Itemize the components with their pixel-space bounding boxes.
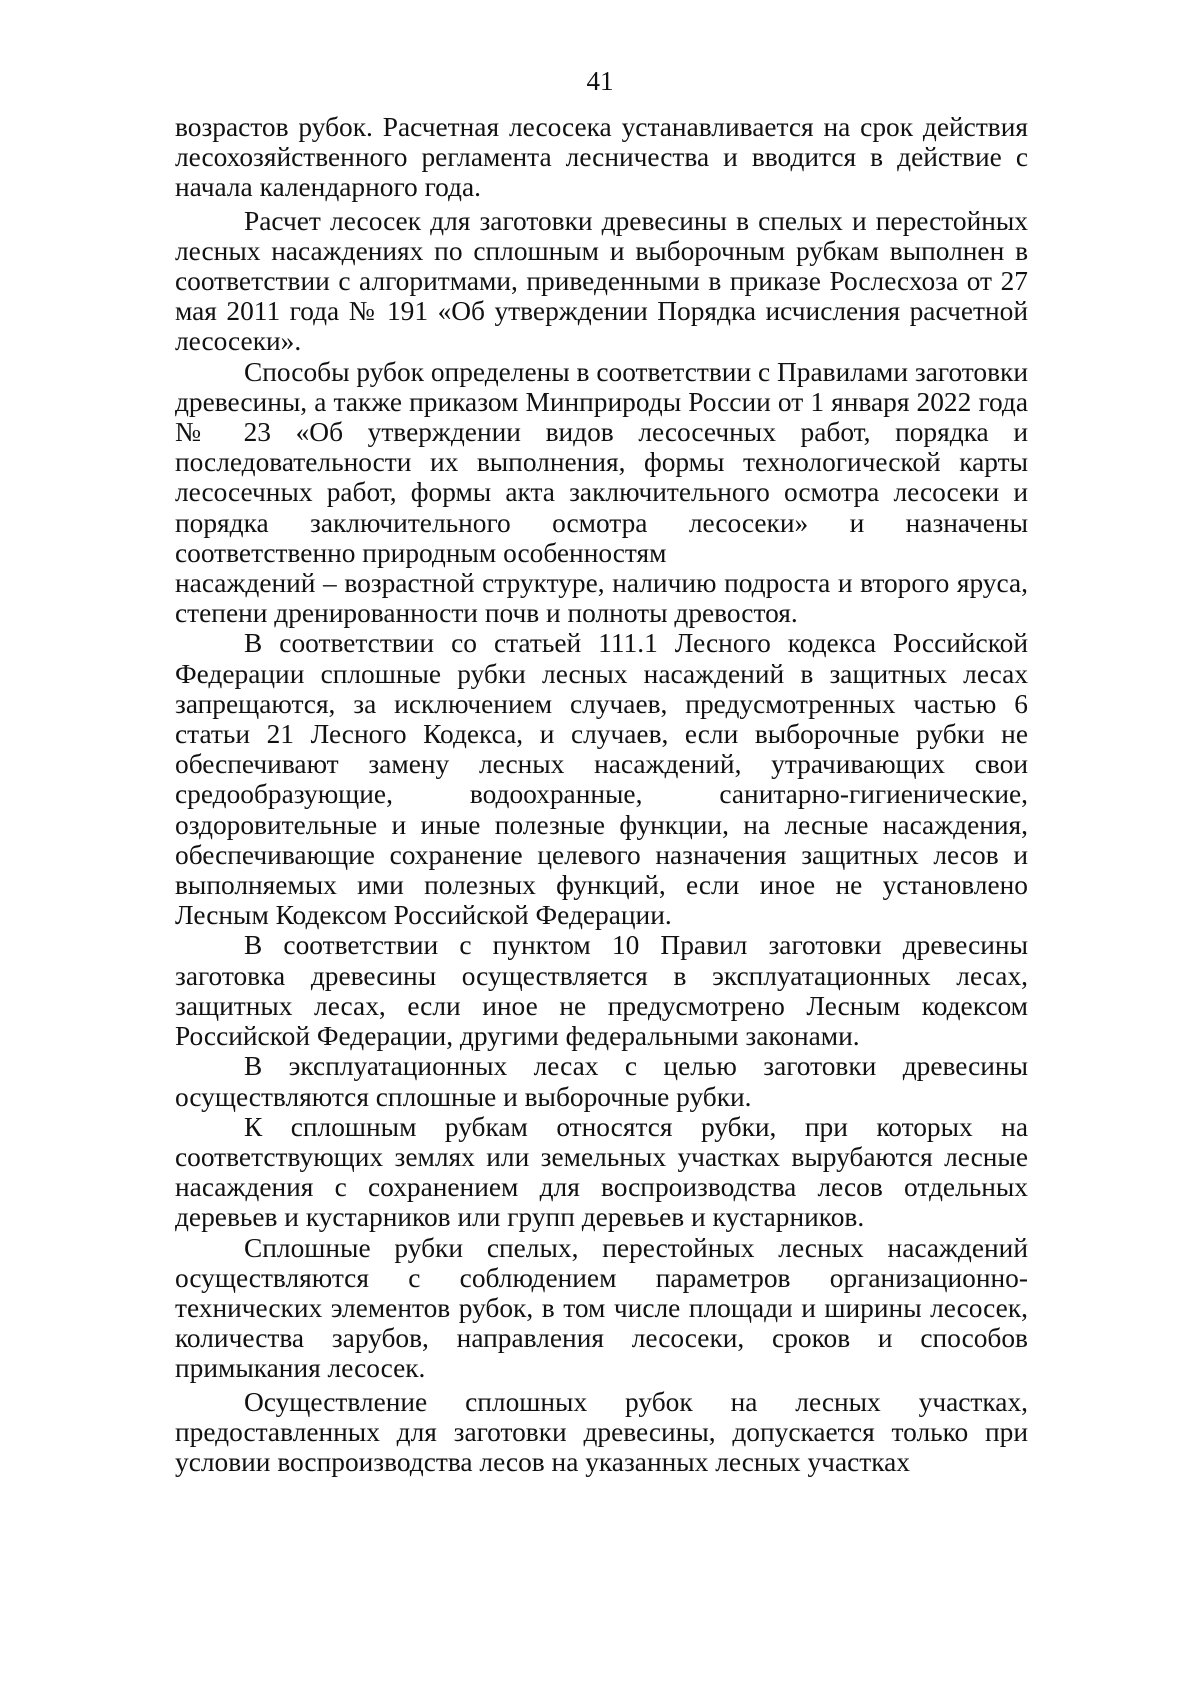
paragraph-stand-characteristics: насаждений – возрастной структуре, наличию подроста и второго яруса, степени дренированности почв и полноты древостоя.: [175, 568, 1028, 629]
paragraph-reforestation-condition: Осуществление сплошных рубок на лесных участках, предоставленных для заготовки древесины, допускается только при условии воспроизводства лесов на указанных лесных участках: [175, 1386, 1028, 1477]
paragraph-clear-cutting-parameters: Сплошные рубки спелых, перестойных лесных насаждений осуществляются с соблюдением параметров организационно-технических элементов рубок, в том числе площади и ширины лесосек, количества зарубов, направления лесосеки, сроков и способов примыкания лесосек.: [175, 1232, 1028, 1384]
paragraph-cutting-methods: Способы рубок определены в соответствии с Правилами заготовки древесины, а также приказом Минприроды России от 1 января 2022 года № 23 «Об утверждении видов лесосечных работ, порядка и последовательности их выполнения, формы технологической карты лесосечных работ, формы акта заключительного осмотра лесосеки и порядка заключительного осмотра лесосеки» и назначены соответственно природным особенностям: [175, 356, 1028, 568]
paragraph-calculation: Расчет лесосек для заготовки древесины в спелых и перестойных лесных насаждениях по сплошным и выборочным рубкам выполнен в соответствии с алгоритмами, приведенными в приказе Рослесхоза от 27 мая 2011 года № 191 «Об утверждении Порядка исчисления расчетной лесосеки».: [175, 205, 1028, 357]
paragraph-clear-cutting-definition: К сплошным рубкам относятся рубки, при которых на соответствующих землях или земельных участках вырубаются лесные насаждения с сохранением для воспроизводства лесов отдельных деревьев и кустарников или групп деревьев и кустарников.: [175, 1111, 1028, 1233]
page-number: 41: [586, 66, 614, 96]
paragraph-exploitation-forests: В эксплуатационных лесах с целью заготовки древесины осуществляются сплошные и выборочные рубки.: [175, 1051, 1028, 1112]
paragraph-protective-forests: В соответствии со статьей 111.1 Лесного кодекса Российской Федерации сплошные рубки лесных насаждений в защитных лесах запрещаются, за исключением случаев, предусмотренных частью 6 статьи 21 Лесного Кодекса, и случаев, если выборочные рубки не обеспечивают замену лесных насаждений, утрачивающих свои средообразующие, водоохранные, санитарно-гигиенические, оздоровительные и иные полезные функции, на лесные насаждения, обеспечивающие сохранение целевого назначения защитных лесов и выполняемых ими полезных функций, если иное не установлено Лесным Кодексом Российской Федерации.: [175, 628, 1028, 931]
body-text: [175, 112, 1028, 1477]
paragraph-harvest-rules: В соответствии с пунктом 10 Правил заготовки древесины заготовка древесины осуществляется в эксплуатационных лесах, защитных лесах, если иное не предусмотрено Лесным кодексом Российской Федерации, другими федеральными законами.: [175, 930, 1028, 1052]
paragraph-continuation: возрастов рубок. Расчетная лесосека устанавливается на срок действия лесохозяйственного регламента лесничества и вводится в действие с начала календарного года.: [175, 112, 1028, 203]
